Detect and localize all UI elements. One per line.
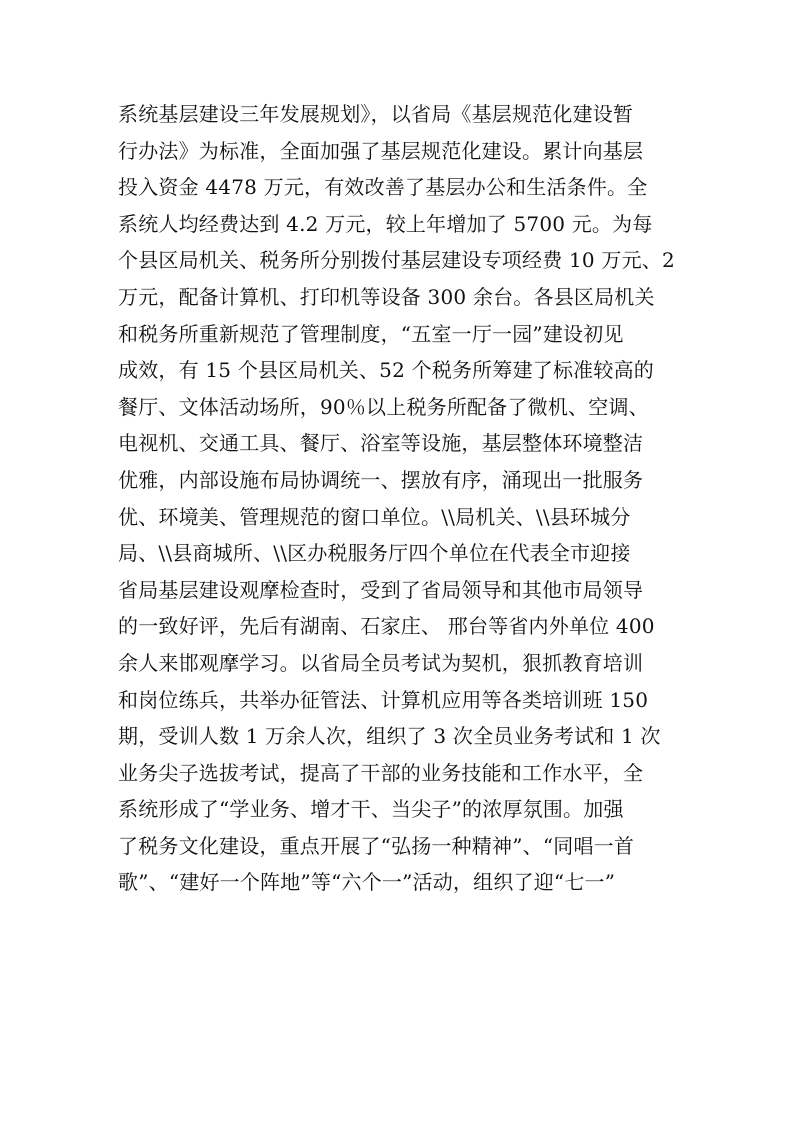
text-line: 投入资金 4478 万元，有效改善了基层办公和生活条件。全 [118, 175, 648, 200]
text-line: 个县区局机关、税务所分别拨付基层建设专项经费 10 万元、2 [118, 248, 675, 273]
text-line: 行办法》为标准，全面加强了基层规范化建设。累计向基层 [118, 138, 644, 163]
text-line: 成效，有 15 个县区局机关、52 个税务所筹建了标准较高的 [118, 358, 654, 383]
text-line: 系统人均经费达到 4.2 万元，较上年增加了 5700 元。为每 [118, 211, 653, 236]
text-line: 优、环境美、管理规范的窗口单位。\\局机关、\\县环城分 [118, 504, 631, 529]
text-line: 和税务所重新规范了管理制度，“五室一厅一园”建设初见 [118, 321, 624, 346]
text-line: 和岗位练兵，共举办征管法、计算机应用等各类培训班 150 [118, 687, 649, 712]
text-line: 了税务文化建设，重点开展了“弘扬一种精神”、“同唱一首 [118, 833, 635, 858]
text-line: 余人来邯观摩学习。以省局全员考试为契机，狠抓教育培训 [118, 650, 644, 675]
text-line: 省局基层建设观摩检查时，受到了省局领导和其他市局领导 [118, 577, 644, 602]
text-line: 局、\\县商城所、\\区办税服务厅四个单位在代表全市迎接 [118, 541, 631, 566]
text-line: 歌”、“建好一个阵地”等“六个一”活动，组织了迎“七一” [118, 870, 616, 895]
body-text [118, 96, 718, 901]
text-line: 餐厅、文体活动场所，90％以上税务所配备了微机、空调、 [118, 394, 649, 419]
text-line: 业务尖子选拔考试，提高了干部的业务技能和工作水平，全 [118, 760, 644, 785]
text-line: 系统基层建设三年发展规划》，以省局《基层规范化建设暂 [118, 102, 634, 126]
text-line: 电视机、交通工具、餐厅、浴室等设施，基层整体环境整洁 [118, 431, 644, 456]
text-line: 万元，配备计算机、打印机等设备 300 余台。各县区局机关 [118, 284, 655, 309]
text-line: 系统形成了“学业务、增才干、当尖子”的浓厚氛围。加强 [118, 797, 624, 822]
text-line: 的一致好评，先后有湖南、石家庄、 邢台等省内外单位 400 [118, 614, 655, 639]
text-line: 优雅，内部设施布局协调统一、摆放有序，涌现出一批服务 [118, 467, 644, 492]
text-line: 期，受训人数 1 万余人次，组织了 3 次全员业务考试和 1 次 [118, 724, 661, 749]
